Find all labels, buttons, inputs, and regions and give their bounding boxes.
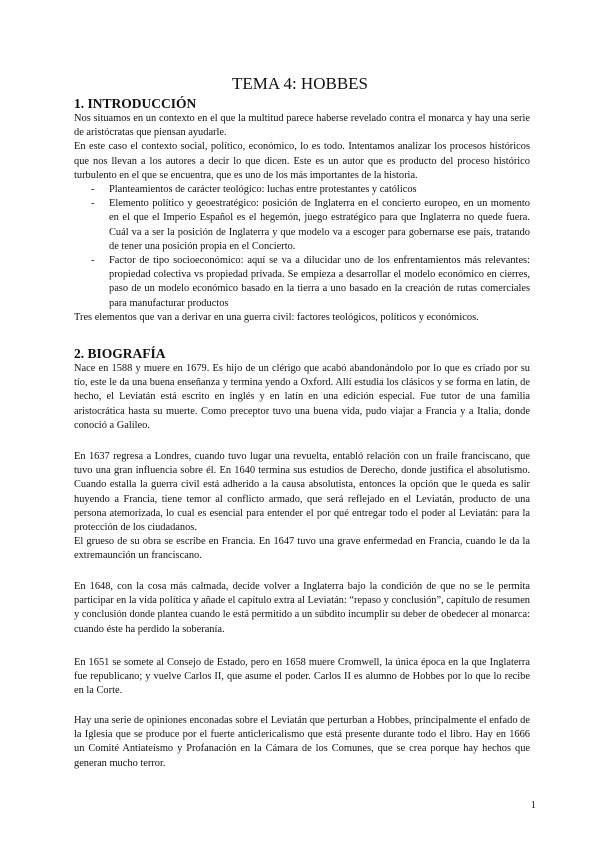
intro-paragraph: En este caso el contexto social, político, económico, lo es todo. Intentamos analizar los procesos históricos que nos llevan a los autores a decir lo que dicen. Este es un autor que es producto del proceso histórico turbulento en el que se encuentra, que es uno de los más importantes de la historia. bbox=[74, 141, 530, 181]
bio-paragraph: En 1637 regresa a Londres, cuando tuvo lugar una revuelta, entabló relación con un fraile franciscano, que tuvo una gran influencia sobre él. En 1640 termina sus estudios de Derecho, donde justifica el absolutismo. Cuando estalla la guerra civil está adherido a la causa absolutista, entonces la opción que le queda es salir huyendo a Francia, tiene temor al conflicto armado, que será reflejado en el Leviatán, producto de una persona atemorizada, lo cual es esencial para entender el por qué entregar todo el poder al Leviatán: para la protección de los ciudadanos. bbox=[74, 451, 530, 534]
list-item: - Factor de tipo socioeconómico: aquí se va a dilucidar uno de los enfrentamientos más relevantes: propiedad colectiva vs propiedad privada. Se empieza a desarrollar el modelo económico en cierres, paso de un modelo económico basado en la tierra a uno basado en la creación de rutas comerciales para manufacturar productos bbox=[74, 254, 530, 311]
bio-paragraph-1651: En 1651 se somete al Consejo de Estado, pero en 1658 muere Cromwell, la única época en la que Inglaterra fue republicano; y vuelve Carlos II, que asume el poder. Carlos II es alumno de Hobbes por lo que lo recibe en la Corte. bbox=[74, 657, 530, 697]
section-heading-introduccion: 1. INTRODUCCIÓN bbox=[74, 96, 197, 111]
document-title: TEMA 4: HOBBES bbox=[231, 74, 369, 93]
intro-paragraph: Nos situamos en un contexto en el que la multitud parece haberse revelado contra el monarca y hay una serie de aristócratas que piensan ayudarle. bbox=[74, 113, 530, 139]
list-item: - Planteamientos de carácter teológico: luchas entre protestantes y católicos bbox=[74, 183, 530, 197]
list-item: - Elemento político y geoestratégico: posición de Inglaterra en el concierto europeo, en un momento en el que el Imperio Español es el hegemón, juego estratégico para que Inglaterra no quede fuera. Cuál va a ser la posición de Inglaterra y que modelo va a escoger para gobernarse ese país, tratando de tener una posición propia en el Concierto. bbox=[74, 197, 530, 254]
page-number: 1 bbox=[530, 800, 536, 811]
bio-paragraph: El grueso de su obra se escribe en Francia. En 1647 tuvo una grave enfermedad en Francia, cuando le da la extremaunción un franciscano. bbox=[74, 536, 530, 562]
bio-paragraph-1637 bbox=[74, 450, 530, 564]
bio-paragraph-leviatan: Hay una serie de opiniones enconadas sobre el Leviatán que perturban a Hobbes, principalmente el enfado de la Iglesia que se produce por el fuerte anticlericalismo que está presente durante todo el libro. Hay en 1666 un Comité Antiateísmo y Profanación en la Cámara de los Comunes, que se crea porque hay hechos que generan mucho terror. bbox=[74, 715, 530, 769]
bio-paragraph-birth: Nace en 1588 y muere en 1679. Es hijo de un clérigo que acabó abandonándolo por lo que es criado por su tío, este le da una buena enseñanza y termina yendo a Oxford. Allí estudia los clásicos y se forma en latín, de hecho, el Leviatán está escrito en inglés y en latín en una edición especial. Fue tutor de una familia aristocrática hasta su muerte. Como preceptor tuvo una buena vida, pudo viajar a Francia y a Italia, donde conoció a Galileo. bbox=[74, 363, 530, 431]
intro-closing-paragraph: Tres elementos que van a derivar en una guerra civil: factores teológicos, políticos y económicos. bbox=[74, 311, 479, 323]
section-intro-body bbox=[74, 112, 530, 325]
intro-bullet-list bbox=[74, 183, 530, 311]
bio-paragraph-1648: En 1648, con la cosa más calmada, decide volver a Inglaterra bajo la condición de que no se le permita participar en la vida política y añade el capítulo extra al Leviatán: “repaso y conclusión”, capítulo de resumen y conclusión donde plantea cuando le está permitido a un súbdito incumplir su deber de obedecer al monarca: cuando éste ha perdido la soberanía. bbox=[74, 581, 530, 635]
section-heading-biografia: 2. BIOGRAFÍA bbox=[74, 346, 166, 361]
